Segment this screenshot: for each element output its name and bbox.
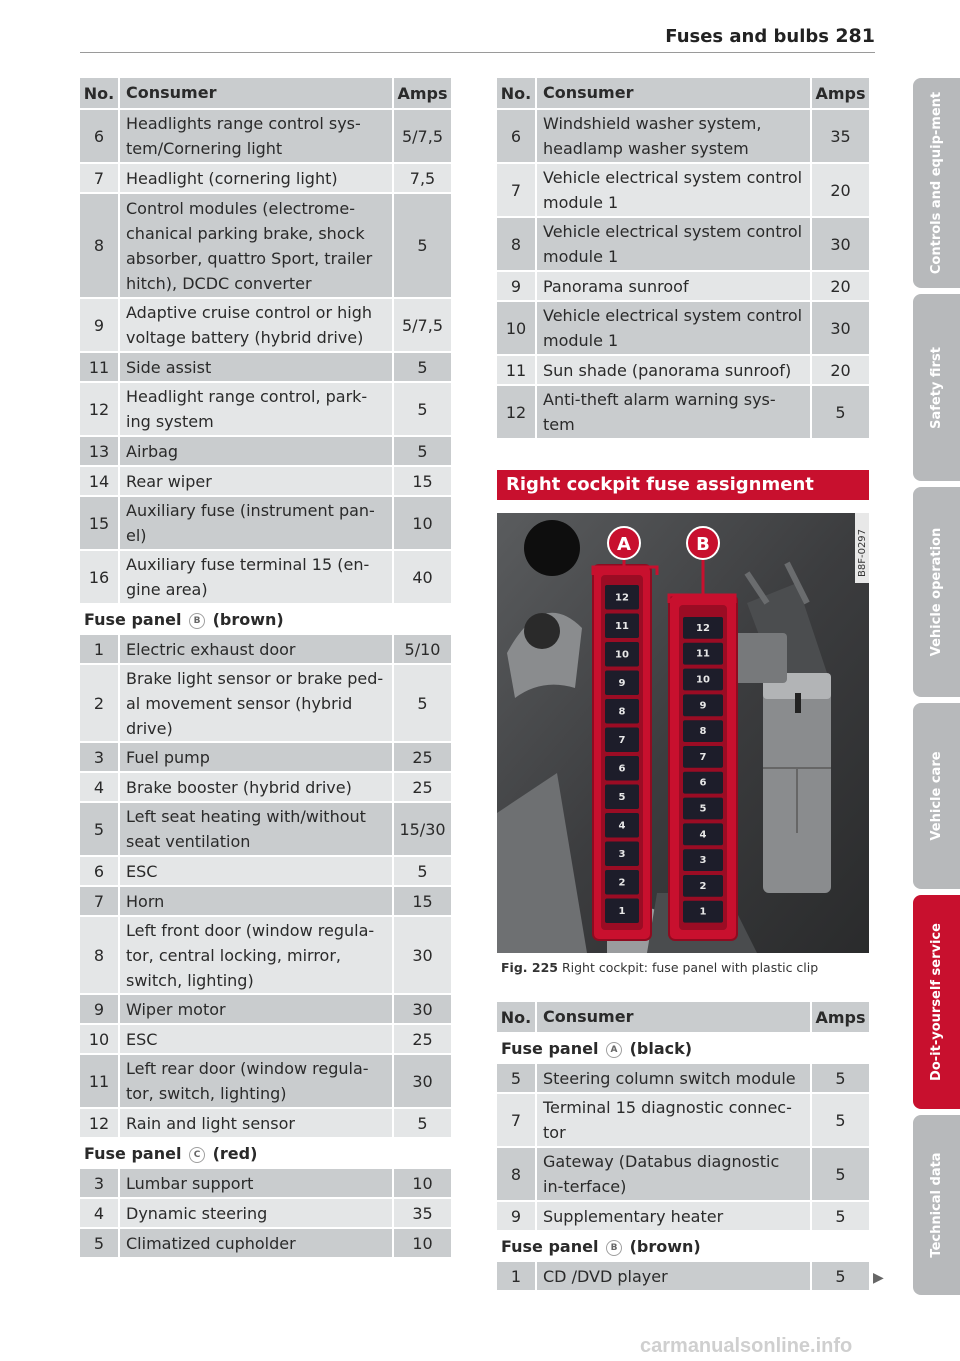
row-consumer: Anti-theft alarm warning sys-tem xyxy=(535,385,812,439)
row-amps: 5 xyxy=(417,441,428,461)
row-consumer: Rain and light sensor xyxy=(118,1109,394,1138)
fuse-number: 12 xyxy=(615,592,629,604)
row-consumer: Left rear door (window regula-tor, switch, lighting) xyxy=(118,1054,394,1108)
row-number: 3 xyxy=(93,1173,105,1193)
table-row xyxy=(497,1262,869,1292)
row-amps: 5 xyxy=(417,399,428,419)
row-amps: 30 xyxy=(830,234,851,254)
table-row xyxy=(497,1064,869,1094)
fuse-number: 1 xyxy=(618,905,626,917)
table-row xyxy=(80,635,451,665)
fuse-panel-heading-suffix: (red) xyxy=(207,1144,258,1163)
row-amps: 20 xyxy=(830,180,851,200)
fuse-number: 12 xyxy=(696,622,710,634)
row-number: 9 xyxy=(510,1206,522,1226)
fuse-number: 9 xyxy=(618,677,626,689)
table-row xyxy=(80,353,451,383)
row-consumer: Headlight range control, park-ing system xyxy=(118,382,394,436)
fuse-panel-photo xyxy=(497,513,869,953)
row-consumer: Vehicle electrical system control module 1 xyxy=(535,217,812,271)
table-row xyxy=(497,1148,869,1202)
chapter-tab-label: Technical data xyxy=(928,1152,944,1258)
table-row xyxy=(80,773,451,803)
row-consumer: Fuel pump xyxy=(118,743,394,772)
page-number: 281 xyxy=(835,25,875,47)
table-row xyxy=(497,110,869,164)
table-row xyxy=(80,1229,451,1259)
row-amps: 5 xyxy=(417,236,428,255)
table-row xyxy=(497,1094,869,1148)
row-number: 11 xyxy=(88,1071,110,1091)
table-row xyxy=(497,218,869,272)
row-amps: 5 xyxy=(835,1110,846,1130)
row-consumer: Windshield washer system, headlamp washer system xyxy=(535,109,812,163)
fuse-panel-heading xyxy=(497,1232,869,1262)
row-amps: 25 xyxy=(412,777,433,797)
table-row xyxy=(80,1199,451,1229)
row-consumer: Sun shade (panorama sunroof) xyxy=(535,356,812,385)
row-number: 10 xyxy=(505,318,527,338)
figure-code: B8F-0297 xyxy=(857,528,868,577)
row-number: 15 xyxy=(88,513,110,533)
row-consumer: Electric exhaust door xyxy=(118,635,394,664)
row-consumer: Panorama sunroof xyxy=(535,272,812,301)
table-row xyxy=(497,1202,869,1232)
row-amps: 15 xyxy=(412,471,433,491)
row-consumer: Wiper motor xyxy=(118,995,394,1024)
row-number: 5 xyxy=(510,1068,522,1088)
row-number: 1 xyxy=(510,1266,522,1286)
table-row xyxy=(80,497,451,551)
chapter-tab[interactable] xyxy=(913,294,960,481)
table-row xyxy=(80,857,451,887)
fuse-panel-letter-icon: A xyxy=(606,1042,622,1058)
table-row xyxy=(497,386,869,440)
row-number: 12 xyxy=(505,402,527,422)
row-consumer: Climatized cupholder xyxy=(118,1229,394,1258)
table-row xyxy=(80,164,451,194)
fuse-number: 10 xyxy=(615,649,629,661)
table-row xyxy=(80,665,451,743)
row-number: 8 xyxy=(510,234,522,254)
table-row xyxy=(80,803,451,857)
fuse-panel-letter-icon: B xyxy=(606,1240,622,1256)
row-amps: 10 xyxy=(412,1173,433,1193)
table-row xyxy=(80,743,451,773)
row-number: 3 xyxy=(93,747,105,767)
fuse-panel-heading-prefix: Fuse panel xyxy=(501,1237,605,1256)
row-number: 8 xyxy=(93,236,105,255)
row-consumer: ESC xyxy=(118,1025,394,1054)
row-consumer: Supplementary heater xyxy=(535,1202,812,1231)
row-consumer: Brake light sensor or brake ped-al movement sensor (hybrid drive) xyxy=(118,664,394,743)
chapter-tab-label: Do-it-yourself service xyxy=(928,923,944,1081)
row-number: 1 xyxy=(93,639,105,659)
row-amps: 5/7,5 xyxy=(401,315,443,335)
row-consumer: Headlights range control sys-tem/Cornering light xyxy=(118,109,394,163)
table-row xyxy=(497,356,869,386)
row-number: 12 xyxy=(88,1113,110,1133)
row-amps: 35 xyxy=(412,1203,433,1223)
table-row xyxy=(80,887,451,917)
row-amps: 5/10 xyxy=(404,639,441,659)
fuse-number: 7 xyxy=(699,751,707,763)
table-row xyxy=(80,551,451,605)
fuse-panel-heading-suffix: (brown) xyxy=(624,1237,701,1256)
row-consumer: Brake booster (hybrid drive) xyxy=(118,773,394,802)
row-number: 2 xyxy=(93,693,105,713)
fuse-number: 6 xyxy=(618,763,626,775)
table-row xyxy=(80,1025,451,1055)
row-number: 6 xyxy=(93,861,105,881)
row-amps: 5 xyxy=(835,1068,846,1088)
fuse-number: 5 xyxy=(618,791,626,803)
fuse-number: 3 xyxy=(699,855,707,867)
row-consumer: CD /DVD player xyxy=(535,1262,812,1291)
row-amps: 7,5 xyxy=(409,168,436,188)
chapter-tab-label: Controls and equip-ment xyxy=(928,91,944,275)
fuse-number: 2 xyxy=(618,877,626,889)
fuse-number: 11 xyxy=(696,648,710,660)
row-consumer: Rear wiper xyxy=(118,467,394,496)
row-amps: 20 xyxy=(830,276,851,296)
figure-caption xyxy=(501,960,818,975)
row-consumer: Airbag xyxy=(118,437,394,466)
row-consumer: Adaptive cruise control or high voltage battery (hybrid drive) xyxy=(118,298,394,352)
table-row xyxy=(497,272,869,302)
row-amps: 5 xyxy=(835,1164,846,1184)
row-amps: 10 xyxy=(412,1233,433,1253)
fuse-number: 8 xyxy=(699,726,707,738)
chapter-tab[interactable] xyxy=(913,895,960,1109)
fuse-panel-heading-prefix: Fuse panel xyxy=(84,610,188,629)
row-amps: 5 xyxy=(417,1113,428,1133)
table-row xyxy=(80,1169,451,1199)
row-consumer: Auxiliary fuse (instrument pan-el) xyxy=(118,496,394,550)
section-heading: Right cockpit fuse assignment xyxy=(497,470,869,500)
row-amps: 40 xyxy=(412,567,433,587)
row-number: 7 xyxy=(93,168,105,188)
row-amps: 35 xyxy=(830,126,851,146)
table-header xyxy=(497,1002,869,1034)
fuse-number: 6 xyxy=(699,777,707,789)
fuse-number: 10 xyxy=(696,674,710,686)
row-number: 4 xyxy=(93,1203,105,1223)
fuse-number: 2 xyxy=(699,880,707,892)
continue-arrow-icon: ▶ xyxy=(873,1270,884,1286)
right-bottom-fuse-table xyxy=(497,1002,869,1292)
col-header-consumer: Consumer xyxy=(535,1002,812,1032)
row-amps: 5 xyxy=(835,1266,846,1286)
chapter-tab[interactable] xyxy=(913,703,960,889)
row-amps: 5/7,5 xyxy=(401,126,443,146)
fuse-panel-heading-prefix: Fuse panel xyxy=(84,1144,188,1163)
fuse-number: 4 xyxy=(699,829,707,841)
row-amps: 25 xyxy=(412,1029,433,1049)
row-number: 10 xyxy=(88,1029,110,1049)
row-amps: 15/30 xyxy=(399,819,446,839)
fuse-panel-heading xyxy=(80,605,451,635)
fuse-number: 1 xyxy=(699,906,707,918)
row-consumer: Steering column switch module xyxy=(535,1064,812,1093)
left-fuse-table xyxy=(80,78,451,1259)
fuse-number: 7 xyxy=(618,734,626,746)
page-header xyxy=(80,20,875,53)
row-consumer: Vehicle electrical system control module 1 xyxy=(535,163,812,217)
row-consumer: Left front door (window regula-tor, central locking, mirror, switch, lighting) xyxy=(118,916,394,995)
row-number: 6 xyxy=(93,126,105,146)
fuse-number: 9 xyxy=(699,700,707,712)
row-consumer: Lumbar support xyxy=(118,1169,394,1198)
row-number: 11 xyxy=(88,357,110,377)
row-number: 5 xyxy=(93,819,105,839)
figure-caption-text: Right cockpit: fuse panel with plastic clip xyxy=(561,960,819,975)
row-amps: 5 xyxy=(835,1206,846,1226)
row-number: 12 xyxy=(88,399,110,419)
table-row xyxy=(497,302,869,356)
row-number: 9 xyxy=(93,999,105,1019)
col-header-no: No. xyxy=(83,83,115,103)
callout-a-label: A xyxy=(617,534,631,555)
row-consumer: Headlight (cornering light) xyxy=(118,164,394,193)
row-number: 4 xyxy=(93,777,105,797)
table-row xyxy=(497,164,869,218)
row-number: 11 xyxy=(505,360,527,380)
watermark: carmanualsonline.info xyxy=(640,1335,853,1357)
col-header-no: No. xyxy=(500,1007,532,1027)
row-amps: 5 xyxy=(835,402,846,422)
row-amps: 5 xyxy=(417,861,428,881)
table-header xyxy=(80,78,451,110)
fuse-panel-heading xyxy=(80,1139,451,1169)
row-number: 7 xyxy=(510,1110,522,1130)
row-consumer: ESC xyxy=(118,857,394,886)
fuse-panel-figure xyxy=(497,513,869,953)
row-consumer: Horn xyxy=(118,887,394,916)
table-row xyxy=(80,1109,451,1139)
row-number: 8 xyxy=(93,945,105,965)
table-row xyxy=(80,995,451,1025)
chapter-tab-label: Safety first xyxy=(928,346,944,429)
col-header-consumer: Consumer xyxy=(535,78,812,108)
callout-b-label: B xyxy=(696,534,710,555)
header-title: Fuses and bulbs xyxy=(665,26,829,47)
row-number: 6 xyxy=(510,126,522,146)
row-amps: 30 xyxy=(830,318,851,338)
row-amps: 5 xyxy=(417,357,428,377)
row-consumer: Auxiliary fuse terminal 15 (en-gine area) xyxy=(118,550,394,604)
fuse-panel-letter-icon: B xyxy=(189,613,205,629)
row-amps: 30 xyxy=(412,1071,433,1091)
row-number: 5 xyxy=(93,1233,105,1253)
row-consumer: Left seat heating with/without seat ventilation xyxy=(118,802,394,856)
table-row xyxy=(80,437,451,467)
row-amps: 25 xyxy=(412,747,433,767)
fuse-panel-heading-suffix: (black) xyxy=(624,1039,693,1058)
table-row xyxy=(80,194,451,299)
table-row xyxy=(80,467,451,497)
chapter-tab[interactable] xyxy=(913,78,960,288)
table-row xyxy=(80,917,451,995)
fuse-panel-heading-prefix: Fuse panel xyxy=(501,1039,605,1058)
row-consumer: Side assist xyxy=(118,353,394,382)
col-header-amps: Amps xyxy=(815,83,866,103)
col-header-consumer: Consumer xyxy=(118,78,394,108)
chapter-tab-label: Vehicle care xyxy=(928,751,944,841)
row-amps: 10 xyxy=(412,513,433,533)
row-amps: 5 xyxy=(417,693,428,713)
fuse-panel-letter-icon: C xyxy=(189,1147,205,1163)
row-consumer: Control modules (electrome-chanical parking brake, shock absorber, quattro Sport, trailer hitch), DCDC converter xyxy=(118,194,394,298)
table-row xyxy=(80,1055,451,1109)
row-consumer: Vehicle electrical system control module 1 xyxy=(535,301,812,355)
table-header xyxy=(497,78,869,110)
chapter-tab[interactable] xyxy=(913,1115,960,1295)
row-number: 9 xyxy=(93,315,105,335)
row-number: 13 xyxy=(88,441,110,461)
fuse-number: 11 xyxy=(615,620,629,632)
row-amps: 15 xyxy=(412,891,433,911)
row-consumer: Dynamic steering xyxy=(118,1199,394,1228)
fuse-panel-heading-suffix: (brown) xyxy=(207,610,284,629)
row-number: 7 xyxy=(93,891,105,911)
chapter-tab[interactable] xyxy=(913,487,960,697)
row-amps: 20 xyxy=(830,360,851,380)
row-number: 14 xyxy=(88,471,110,491)
fuse-number: 4 xyxy=(618,820,626,832)
table-row xyxy=(80,383,451,437)
fuse-number: 3 xyxy=(618,848,626,860)
col-header-amps: Amps xyxy=(815,1007,866,1027)
row-consumer: Gateway (Databus diagnostic in-terface) xyxy=(535,1147,812,1201)
fuse-number: 8 xyxy=(618,706,626,718)
row-number: 9 xyxy=(510,276,522,296)
col-header-amps: Amps xyxy=(397,83,448,103)
row-consumer: Terminal 15 diagnostic connec-tor xyxy=(535,1093,812,1147)
table-row xyxy=(80,299,451,353)
row-number: 7 xyxy=(510,180,522,200)
row-number: 8 xyxy=(510,1164,522,1184)
fuse-number: 5 xyxy=(699,803,707,815)
table-row xyxy=(80,110,451,164)
row-number: 16 xyxy=(88,567,110,587)
figure-number: Fig. 225 xyxy=(501,960,558,975)
right-top-fuse-table xyxy=(497,78,869,440)
row-amps: 30 xyxy=(412,945,433,965)
chapter-tab-label: Vehicle operation xyxy=(928,527,944,657)
row-amps: 30 xyxy=(412,999,433,1019)
fuse-panel-heading xyxy=(497,1034,869,1064)
col-header-no: No. xyxy=(500,83,532,103)
